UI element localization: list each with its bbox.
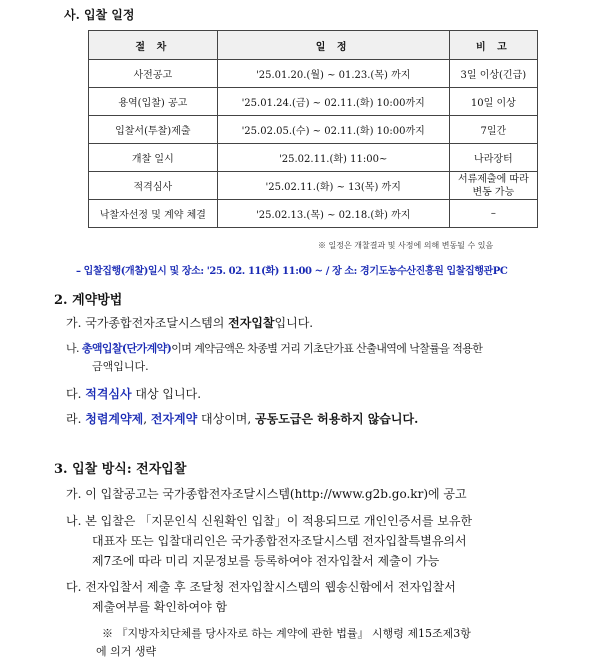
table-header: 일 정 bbox=[217, 31, 449, 60]
table-row bbox=[89, 172, 538, 200]
table-row bbox=[89, 116, 538, 144]
item-text: 대상 입니다. bbox=[131, 387, 202, 401]
table-cell: 10일 이상 bbox=[449, 88, 537, 116]
item-emph: 적격심사 bbox=[85, 387, 132, 401]
item-text: 입니다. bbox=[274, 316, 314, 330]
item-emph: 총액입찰(단가계약) bbox=[81, 342, 172, 355]
bidding-item-da-cont: 제출여부를 확인하여야 함 bbox=[92, 600, 228, 614]
bidding-item-na-cont: 제7조에 따라 미리 지문정보를 등록하여야 전자입찰서 제출이 가능 bbox=[92, 554, 440, 568]
bidding-item-da: 다. 전자입찰서 제출 후 조달청 전자입찰시스템의 웹송신함에서 전자입찰서 bbox=[66, 580, 456, 594]
item-emph: 전자입찰 bbox=[228, 316, 275, 330]
opening-info-line: – 입찰집행(개찰)일시 및 장소: '25. 02. 11(화) 11:00 ~ / 장 소: 경기도농수산진흥원 입찰집행관PC bbox=[76, 266, 508, 277]
table-cell: '25.02.05.(수) ~ 02.11.(화) 10:00까지 bbox=[217, 116, 449, 144]
item-text: 대상이며, bbox=[197, 412, 256, 426]
table-cell: '25.01.20.(월) ~ 01.23.(목) 까지 bbox=[217, 60, 449, 88]
item-text: 이며 계약금액은 차종별 거리 기초단가표 산출내역에 낙찰률을 적용한 bbox=[171, 342, 483, 355]
item-emph: 전자계약 bbox=[150, 412, 198, 426]
table-cell: 낙찰자선정 및 계약 체결 bbox=[89, 200, 218, 228]
table-cell: 3일 이상(긴급) bbox=[449, 60, 537, 88]
table-cell: 용역(입찰) 공고 bbox=[89, 88, 218, 116]
table-cell: 서류제출에 따라 변동 가능 bbox=[449, 172, 537, 200]
table-row bbox=[89, 60, 538, 88]
table-cell: 사전공고 bbox=[89, 60, 218, 88]
table-cell: 적격심사 bbox=[89, 172, 218, 200]
table-cell: '25.02.11.(화) 11:00~ bbox=[217, 144, 449, 172]
table-row bbox=[89, 200, 538, 228]
bidding-item-na: 나. 본 입찰은 「지문인식 신원확인 입찰」이 적용되므로 개인인증서를 보유한 bbox=[66, 514, 473, 528]
table-header: 비 고 bbox=[449, 31, 537, 60]
item-text: 가. 국가종합전자조달시스템의 bbox=[66, 316, 229, 330]
table-row bbox=[89, 144, 538, 172]
contract-item-ra bbox=[66, 410, 418, 427]
table-cell: '25.01.24.(금) ~ 02.11.(화) 10:00까지 bbox=[217, 88, 449, 116]
bidding-note: ※ 『지방자치단체를 당사자로 하는 계약에 관한 법률』 시행령 제15조제3항 bbox=[102, 627, 471, 640]
item-text: 나. bbox=[66, 342, 82, 355]
contract-item-ga bbox=[66, 314, 313, 331]
table-cell: 입찰서(투찰)제출 bbox=[89, 116, 218, 144]
table-cell: 나라장터 bbox=[449, 144, 537, 172]
section-title-bidding: 3. 입찰 방식: 전자입찰 bbox=[54, 462, 187, 477]
table-header-row bbox=[89, 31, 538, 60]
table-cell: 7일간 bbox=[449, 116, 537, 144]
table-cell: – bbox=[449, 200, 537, 228]
bidding-item-ga: 가. 이 입찰공고는 국가종합전자조달시스템(http://www.g2b.go.kr)에 공고 bbox=[66, 487, 467, 501]
section-title-schedule: 사. 입찰 일정 bbox=[64, 8, 135, 22]
schedule-table bbox=[88, 30, 538, 228]
item-text: 라. bbox=[66, 412, 86, 426]
item-text: 다. bbox=[66, 387, 86, 401]
section-title-contract: 2. 계약방법 bbox=[54, 293, 123, 308]
table-note: ※ 일정은 개찰결과 및 사정에 의해 변동될 수 있음 bbox=[318, 241, 494, 250]
table-row bbox=[89, 88, 538, 116]
table-header: 절 차 bbox=[89, 31, 218, 60]
bidding-item-na-cont: 대표자 또는 입찰대리인은 국가종합전자조달시스템 전자입찰특별유의서 bbox=[92, 534, 467, 548]
item-emph: 청렴계약제 bbox=[85, 412, 144, 426]
contract-item-na-cont: 금액입니다. bbox=[92, 360, 149, 373]
table-cell: '25.02.11.(화) ~ 13(목) 까지 bbox=[217, 172, 449, 200]
bidding-note-cont: 에 의거 생략 bbox=[96, 645, 157, 658]
contract-item-na bbox=[66, 340, 482, 356]
contract-item-da bbox=[66, 385, 201, 402]
table-cell: '25.02.13.(목) ~ 02.18.(화) 까지 bbox=[217, 200, 449, 228]
table-cell: 개찰 일시 bbox=[89, 144, 218, 172]
item-bold: 공동도급은 허용하지 않습니다. bbox=[255, 412, 419, 426]
item-text: , bbox=[143, 412, 151, 426]
